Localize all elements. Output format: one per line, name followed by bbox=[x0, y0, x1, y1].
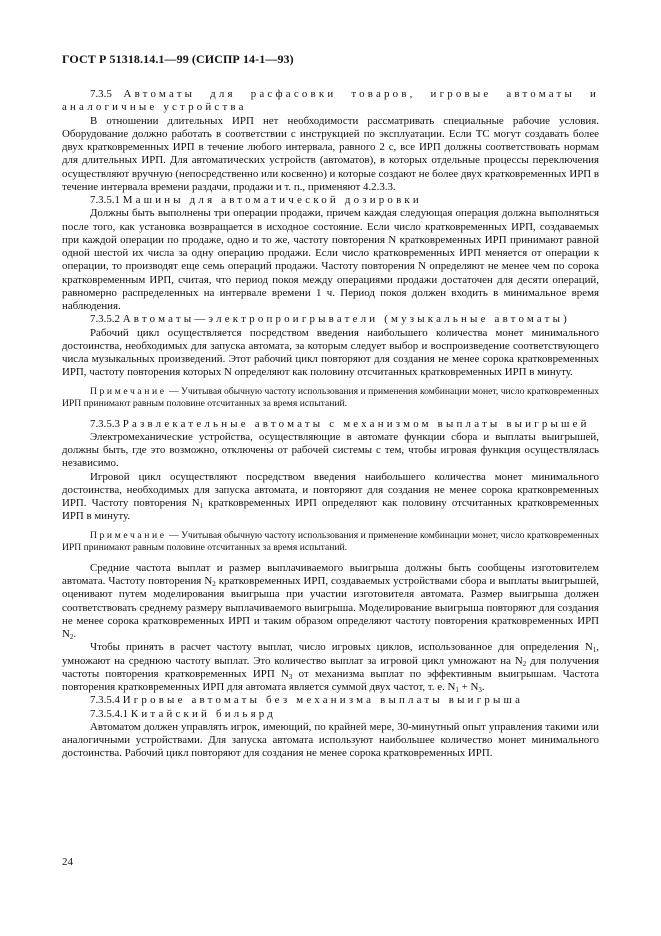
subscript: 2 bbox=[522, 659, 527, 668]
document-page bbox=[62, 52, 599, 761]
subscript: 3 bbox=[478, 686, 482, 695]
section-number: 7.3.5.3 bbox=[90, 417, 120, 430]
section-7-3-5-4-heading bbox=[62, 694, 599, 707]
note-text: — Учитывая обычную частоту использования и применения комбинации монет, число кратковременных ИРП принимают равным половине отсчитанных за время испытаний. bbox=[62, 385, 599, 410]
paragraph bbox=[62, 562, 599, 642]
section-title: Игровые автоматы без механизма выплаты выигрыша bbox=[122, 694, 524, 707]
section-title: Автоматы для расфасовки товаров, игровые автоматы и аналогичные устройства bbox=[62, 88, 599, 114]
subscript: 1 bbox=[199, 502, 204, 511]
subscript: 1 bbox=[455, 686, 459, 695]
text-run: кратковременных ИРП определяют как половину отсчитанных кратковременных ИРП в минуту. bbox=[62, 497, 599, 523]
paragraph: Рабочий цикл осуществляется посредством введения наибольшего количества монет минимального достоинства, необходимых для запуска автомата, за которым следует выбор и воспроизведение соответствующего числа музыкальных произведений. Этот рабочий цикл повторяют для создания не менее сорока кратковременных ИРП, частоту повторения которых N определяют как половину отсчитанных кратковременных ИРП в минуту. bbox=[62, 326, 599, 379]
subscript: 2 bbox=[69, 633, 74, 642]
section-number: 7.3.5.4.1 bbox=[90, 707, 129, 720]
subscript: 1 bbox=[592, 646, 597, 655]
section-7-3-5-1-heading bbox=[62, 194, 599, 207]
section-7-3-5-heading bbox=[62, 88, 599, 115]
text-run: Средние частота выплат и размер выплачиваемого выигрыша должны быть сообщены изготовителем автомата. Частоту повторения N bbox=[62, 561, 599, 588]
text-run: , умножают на среднюю частоту выплат. Это количество выплат за игровой цикл умножают на N bbox=[62, 641, 599, 667]
text-run: Игровой цикл осуществляют посредством введения наибольшего количества монет минимального достоинства, необходимых для запуска автомата, и повторяют для создания не менее сорока кратковременных ИРП. Частоту повторения N bbox=[62, 470, 599, 510]
text-run: . bbox=[73, 628, 77, 641]
section-7-3-5-4-1-heading bbox=[62, 708, 599, 721]
note bbox=[62, 386, 599, 411]
paragraph bbox=[62, 471, 599, 524]
page-number: 24 bbox=[62, 856, 73, 868]
text-run: кратковременных ИРП, создаваемых устройствами сбора и выплаты выигрышей, оценивают путем моделирования выигрыша при участии изготовителя автомата. Размер выигрыша должен соответствовать среднему размеру выплачиваемого выигрыша. Моделирование выигрыша повторяют для создания не менее сорока кратковременных ИРП и таким образом определяют частоту повторения кратковременных ИРП N bbox=[62, 575, 599, 641]
section-7-3-5-2-heading bbox=[62, 313, 599, 326]
section-number: 7.3.5.1 bbox=[90, 194, 120, 206]
note-text: — Учитывая обычную частоту использования и применение комбинации монет, число кратковременных ИРП принимают равным половине отсчитанных за время испытаний. bbox=[62, 529, 599, 554]
section-number: 7.3.5.2 bbox=[90, 313, 120, 326]
section-title: Машины для автоматической дозировки bbox=[122, 194, 422, 206]
section-number: 7.3.5 bbox=[90, 88, 112, 100]
paragraph: Должны быть выполнены три операции продажи, причем каждая следующая операция должна выполняться после того, как установка возвращается в исходное состояние. Если число кратковременных ИРП, создаваемых при каждой операции по продаже, одно и то же, частоту повторения N кратковременных ИРП принимают равной одной шестой их числа за одну операцию продажи. Если число кратковременных ИРП меняется от операции к операции, то производят еще семь операций продажи. Частоту повторения N определяют не менее чем по сорока кратковременным ИРП, считая, что период покоя между операциями продажи достаточен для десяти операций, равномерно распределенных на интервале времени 1 ч. Период покоя должен входить в минимальное время наблюдения. bbox=[62, 207, 599, 312]
paragraph: Автоматом должен управлять игрок, имеющий, по крайней мере, 30-минутный опыт управления такими или аналогичными устройствами. Для запуска автомата используют наибольшее количество монет минимального достоинства. Рабочий цикл повторяют для создания не менее сорока кратковременных ИРП. bbox=[62, 720, 599, 760]
section-title: Китайский бильярд bbox=[130, 707, 277, 720]
subscript: 2 bbox=[212, 580, 216, 589]
section-title: Развлекательные автоматы с механизмом выплаты выигрышей bbox=[122, 417, 590, 430]
note bbox=[62, 530, 599, 555]
text-run: + N bbox=[458, 681, 479, 694]
subscript: 3 bbox=[288, 672, 293, 681]
section-title: Автоматы—электропроигрыватели (музыкальные автоматы) bbox=[122, 313, 570, 326]
text-run: . bbox=[481, 681, 485, 694]
text-run: для получения частоты повторения кратковременных ИРП N bbox=[62, 654, 600, 680]
document-header: ГОСТ Р 51318.14.1—99 (СИСПР 14-1—93) bbox=[62, 52, 294, 66]
paragraph: В отношении длительных ИРП нет необходимости рассматривать специальные рабочие условия. Оборудование должно работать в соответствии с инструкцией по эксплуатации. Если ТС могут создавать более двух кратковременных ИРП в течение любого интервала, равного 2 с, все ИРП должны соответствовать нормам для длительных ИРП. Для автоматических устройств (автоматов), в которых отдельные процессы переключения осуществляют вручную (непосредственно или косвенно) и которые создают не более двух кратковременных ИРП в течение интервала времени раздачи, продажи и т. п., применяют 4.2.3.3. bbox=[62, 114, 599, 193]
paragraph: Электромеханические устройства, осуществляющие в автомате функции сбора и выплаты выигрышей, должны быть, где это возможно, отключены от рабочей системы с тем, чтобы игровая функция осуществлялась независимо. bbox=[62, 430, 599, 470]
text-run: от механизма выплат по эффективным выигрышам. Частота повторения кратковременных ИРП для автомата является суммой двух частот, т. е. N bbox=[62, 667, 599, 694]
section-number: 7.3.5.4 bbox=[90, 694, 120, 707]
paragraph bbox=[62, 641, 599, 694]
note-label: Примечание bbox=[90, 385, 167, 397]
note-label: Примечание bbox=[90, 529, 167, 541]
section-7-3-5-3-heading bbox=[62, 418, 599, 431]
text-run: Чтобы принять в расчет частоту выплат, число игровых циклов, использованное для определения N bbox=[90, 641, 593, 654]
